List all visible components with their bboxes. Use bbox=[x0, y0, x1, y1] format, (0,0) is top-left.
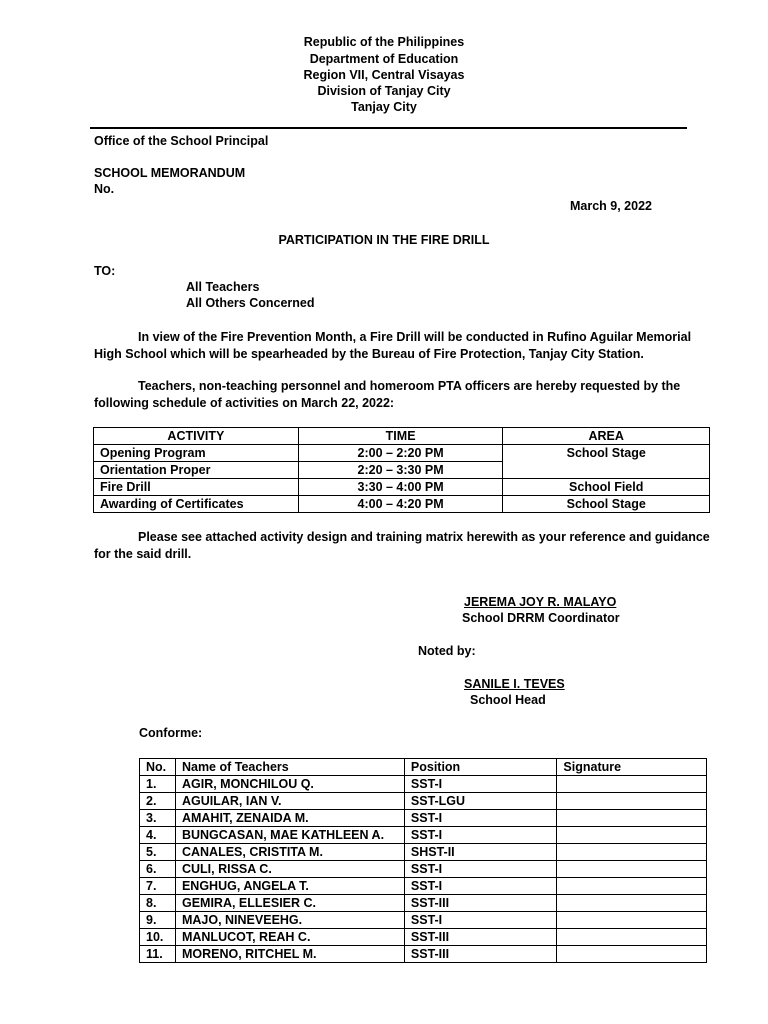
schedule-header-row bbox=[94, 428, 710, 445]
teacher-position: SST-LGU bbox=[404, 793, 557, 810]
header-republic: Republic of the Philippines bbox=[303, 35, 465, 49]
signatory2-title: School Head bbox=[470, 693, 546, 707]
teacher-position: SST-III bbox=[404, 895, 557, 912]
teachers-header-position: Position bbox=[404, 759, 557, 776]
header-region: Region VII, Central Visayas bbox=[303, 68, 465, 82]
schedule-activity: Awarding of Certificates bbox=[94, 496, 299, 513]
table-row bbox=[140, 929, 707, 946]
table-row bbox=[140, 793, 707, 810]
schedule-header-activity: ACTIVITY bbox=[94, 428, 299, 445]
teacher-signature-cell bbox=[557, 827, 707, 844]
teacher-signature-cell bbox=[557, 793, 707, 810]
teacher-name: MORENO, RITCHEL M. bbox=[175, 946, 404, 963]
schedule-row bbox=[94, 445, 710, 462]
teacher-signature-cell bbox=[557, 810, 707, 827]
memo-title: SCHOOL MEMORANDUM bbox=[94, 166, 246, 180]
schedule-row bbox=[94, 479, 710, 496]
teacher-no: 8. bbox=[140, 895, 176, 912]
teacher-position: SST-I bbox=[404, 776, 557, 793]
schedule-time: 2:00 – 2:20 PM bbox=[298, 445, 503, 462]
schedule-area: School Field bbox=[503, 479, 710, 496]
teacher-name: CANALES, CRISTITA M. bbox=[175, 844, 404, 861]
recipient-teachers: All Teachers bbox=[186, 280, 260, 294]
teacher-signature-cell bbox=[557, 861, 707, 878]
teacher-signature-cell bbox=[557, 878, 707, 895]
teacher-name: MAJO, NINEVEEHG. bbox=[175, 912, 404, 929]
paragraph-intro bbox=[94, 329, 714, 363]
teacher-no: 9. bbox=[140, 912, 176, 929]
table-row bbox=[140, 776, 707, 793]
table-row bbox=[140, 878, 707, 895]
paragraph-reference-text: Please see attached activity design and training matrix herewith as your reference and guidance for the said drill. bbox=[94, 530, 710, 561]
teacher-signature-cell bbox=[557, 895, 707, 912]
teacher-name: CULI, RISSA C. bbox=[175, 861, 404, 878]
signatory2-name: SANILE I. TEVES bbox=[464, 677, 565, 691]
teacher-name: GEMIRA, ELLESIER C. bbox=[175, 895, 404, 912]
teacher-signature-cell bbox=[557, 946, 707, 963]
signatory1-name: JEREMA JOY R. MALAYO bbox=[464, 595, 617, 609]
teacher-name: ENGHUG, ANGELA T. bbox=[175, 878, 404, 895]
teachers-header-signature: Signature bbox=[557, 759, 707, 776]
teacher-position: SST-III bbox=[404, 929, 557, 946]
teacher-no: 7. bbox=[140, 878, 176, 895]
schedule-row bbox=[94, 496, 710, 513]
teacher-no: 4. bbox=[140, 827, 176, 844]
paragraph-request-text: Teachers, non-teaching personnel and homeroom PTA officers are hereby requested by the following schedule of activities on March 22, 2022: bbox=[94, 379, 681, 410]
noted-by-label: Noted by: bbox=[418, 644, 476, 658]
header-department: Department of Education bbox=[309, 52, 459, 66]
schedule-time: 4:00 – 4:20 PM bbox=[298, 496, 503, 513]
header-city: Tanjay City bbox=[351, 100, 417, 114]
header-divider bbox=[90, 127, 687, 129]
table-row bbox=[140, 810, 707, 827]
teacher-signature-cell bbox=[557, 776, 707, 793]
table-row bbox=[140, 895, 707, 912]
teacher-name: AGIR, MONCHILOU Q. bbox=[175, 776, 404, 793]
memo-number: No. bbox=[94, 182, 115, 196]
conforme-label: Conforme: bbox=[139, 726, 203, 740]
memo-subject: PARTICIPATION IN THE FIRE DRILL bbox=[278, 233, 490, 247]
teacher-signature-cell bbox=[557, 929, 707, 946]
schedule-header-time: TIME bbox=[298, 428, 503, 445]
teacher-no: 6. bbox=[140, 861, 176, 878]
recipient-others: All Others Concerned bbox=[186, 296, 315, 310]
teacher-no: 5. bbox=[140, 844, 176, 861]
teachers-header-no: No. bbox=[140, 759, 176, 776]
teacher-name: BUNGCASAN, MAE KATHLEEN A. bbox=[175, 827, 404, 844]
table-row bbox=[140, 946, 707, 963]
paragraph-request bbox=[94, 378, 714, 412]
schedule-header-area: AREA bbox=[503, 428, 710, 445]
teacher-signature-cell bbox=[557, 912, 707, 929]
schedule-activity: Fire Drill bbox=[94, 479, 299, 496]
teachers-table bbox=[139, 758, 707, 963]
teacher-position: SST-I bbox=[404, 878, 557, 895]
teacher-position: SHST-II bbox=[404, 844, 557, 861]
teacher-position: SST-I bbox=[404, 827, 557, 844]
teacher-no: 11. bbox=[140, 946, 176, 963]
to-label: TO: bbox=[94, 264, 116, 278]
paragraph-reference bbox=[94, 529, 714, 563]
office-line: Office of the School Principal bbox=[94, 134, 269, 148]
teacher-position: SST-I bbox=[404, 810, 557, 827]
table-row bbox=[140, 861, 707, 878]
teacher-no: 10. bbox=[140, 929, 176, 946]
header-division: Division of Tanjay City bbox=[317, 84, 451, 98]
teacher-position: SST-III bbox=[404, 946, 557, 963]
teacher-position: SST-I bbox=[404, 861, 557, 878]
teacher-no: 3. bbox=[140, 810, 176, 827]
signatory1-title: School DRRM Coordinator bbox=[462, 611, 620, 625]
table-row bbox=[140, 827, 707, 844]
schedule-activity: Orientation Proper bbox=[94, 462, 299, 479]
teacher-name: AGUILAR, IAN V. bbox=[175, 793, 404, 810]
schedule-time: 3:30 – 4:00 PM bbox=[298, 479, 503, 496]
teacher-no: 2. bbox=[140, 793, 176, 810]
schedule-table bbox=[93, 427, 710, 513]
schedule-area: School Stage bbox=[503, 496, 710, 513]
teachers-header-name: Name of Teachers bbox=[175, 759, 404, 776]
teachers-header-row bbox=[140, 759, 707, 776]
schedule-activity: Opening Program bbox=[94, 445, 299, 462]
teacher-signature-cell bbox=[557, 844, 707, 861]
table-row bbox=[140, 912, 707, 929]
schedule-time: 2:20 – 3:30 PM bbox=[298, 462, 503, 479]
paragraph-intro-text: In view of the Fire Prevention Month, a Fire Drill will be conducted in Rufino Aguilar Memorial High School which will be spearheaded by the Bureau of Fire Protection, Tanjay City Station. bbox=[94, 330, 692, 361]
table-row bbox=[140, 844, 707, 861]
teacher-no: 1. bbox=[140, 776, 176, 793]
teacher-name: AMAHIT, ZENAIDA M. bbox=[175, 810, 404, 827]
teacher-position: SST-I bbox=[404, 912, 557, 929]
teacher-name: MANLUCOT, REAH C. bbox=[175, 929, 404, 946]
schedule-area: School Stage bbox=[503, 445, 710, 479]
memo-date: March 9, 2022 bbox=[570, 199, 652, 213]
